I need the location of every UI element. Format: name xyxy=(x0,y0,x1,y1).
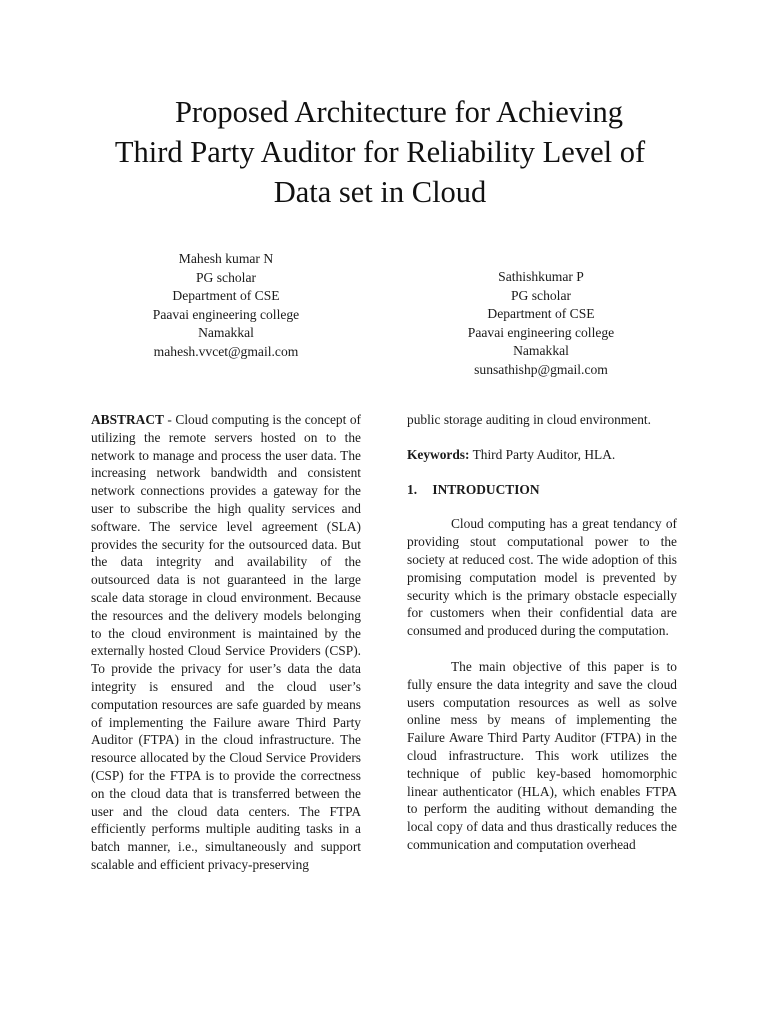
section-heading xyxy=(407,481,677,499)
paper-title xyxy=(60,92,700,212)
section-number: 1. xyxy=(407,481,418,497)
abstract-paragraph xyxy=(91,411,361,874)
section-title: INTRODUCTION xyxy=(432,481,540,497)
keywords-label: Keywords: xyxy=(407,446,470,462)
right-column xyxy=(407,411,677,854)
title-line-1: Proposed Architecture for Achieving xyxy=(174,95,624,129)
left-column xyxy=(91,411,361,874)
author-name: Mahesh kumar N xyxy=(178,251,274,266)
intro-paragraph-1: Cloud computing has a great tendancy of providing stout computational power to the society at reduced cost. The wide adoption of this promising computation model is prevented by security which is the primary obstacle especially for customers when their confidential data are consumed and produced during the computation. xyxy=(407,516,677,639)
title-line-2: Third Party Auditor for Reliability Level of xyxy=(114,135,646,169)
abstract-continuation: public storage auditing in cloud environment. xyxy=(407,412,651,427)
author-email: mahesh.vvcet@gmail.com xyxy=(153,343,299,359)
abstract-text: - Cloud computing is the concept of utilizing the remote servers hosted on to the network to manage and process the user data. The increasing network bandwidth and consistent network connections provides a gateway for the user to subscribe the high quality services and software. The service level agreement (SLA) provides the security for the outsourced data. But the data integrity and availability of the outsourced data is not guaranteed in the large scale data storage in cloud environment. Because the resources and the delivery models belonging to the cloud environment is maintained by the externally hosted Cloud Service Providers (CSP). To provide the privacy for user’s data the data integrity is ensured and the cloud user’s computation resources are safe guarded by means of implementing the Failure aware Third Party Auditor (FTPA) in the cloud infrastructure. The resource allocated by the Cloud Service Providers (CSP) for the FTPA is to provide the correctness on the cloud data that is transferred between the user and the cloud data centers. The FTPA efficiently performs multiple auditing tasks in a batch manner, i.e., simultaneously and support scalable and efficient privacy-preserving xyxy=(91,412,361,872)
author-role: PG scholar xyxy=(195,269,257,285)
author-department: Department of CSE xyxy=(487,306,595,321)
title-line-3: Data set in Cloud xyxy=(273,175,487,209)
author-name: Sathishkumar P xyxy=(498,269,584,284)
abstract-label: ABSTRACT xyxy=(91,412,164,427)
author-city: Namakkal xyxy=(198,325,254,340)
author-role: PG scholar xyxy=(510,287,572,303)
keywords-paragraph xyxy=(407,446,677,464)
author-block-2 xyxy=(411,268,671,379)
keywords-text: Third Party Auditor, HLA. xyxy=(469,446,616,462)
author-city: Namakkal xyxy=(513,343,569,358)
author-institution: Paavai engineering college xyxy=(467,324,615,340)
author-email: sunsathishp@gmail.com xyxy=(474,361,608,377)
author-institution: Paavai engineering college xyxy=(152,306,300,322)
intro-paragraph-2: The main objective of this paper is to fully ensure the data integrity and save the cloud users computation resources as well as solve online mess by means of implementing the Failure Aware Third Party Auditor (FTPA) in the cloud infrastructure. This work utilizes the technique of public key-based homomorphic linear authenticator (HLA), which enables FTPA to perform the auditing without demanding the local copy of data and thus drastically reduces the communication and computation overhead xyxy=(407,658,677,852)
author-block-1 xyxy=(96,250,356,361)
author-department: Department of CSE xyxy=(172,288,280,303)
